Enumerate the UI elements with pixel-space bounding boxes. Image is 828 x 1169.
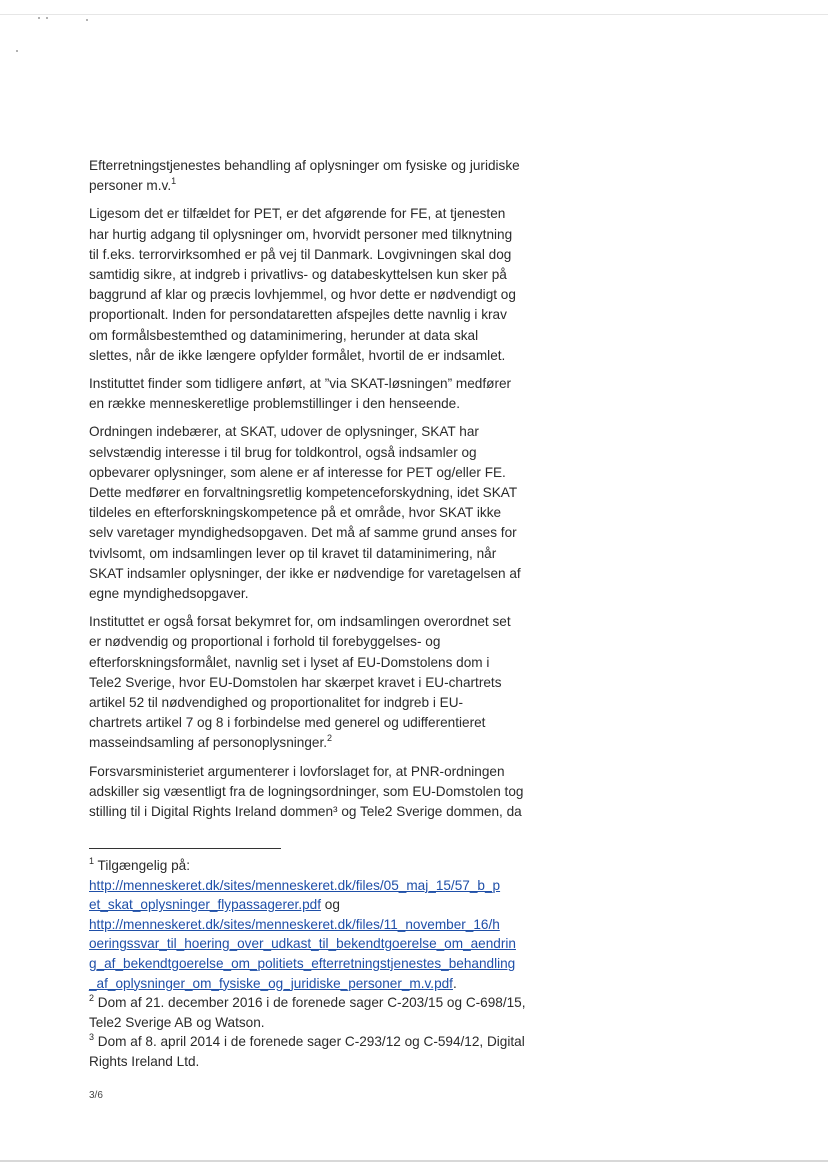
footnote-text: Dom af 21. december 2016 i de forenede sager C-203/15 og C-698/15, (97, 995, 526, 1011)
footnote-2 (89, 993, 563, 1032)
footnote-link-1[interactable]: et_skat_oplysninger_flypassagerer.pdf (89, 897, 321, 913)
scan-speck (16, 50, 18, 52)
text-line: chartrets artikel 7 og 8 i forbindelse med generel og udifferentieret (89, 715, 486, 731)
text-line: opbevarer oplysninger, som alene er af interesse for PET og/eller FE. (89, 464, 506, 480)
text-line (89, 733, 563, 753)
text-line: efterforskningsformålet, navnlig set i lyset af EU-Domstolens dom i (89, 654, 490, 670)
scan-bottom-edge (0, 1160, 828, 1162)
text-line: Forsvarsministeriet argumenterer i lovforslaget for, at PNR-ordningen (89, 763, 505, 779)
scan-speck (38, 17, 40, 19)
footnote-label: Tilgængelig på: (97, 858, 190, 873)
text-line: egne myndighedsopgaver. (89, 586, 249, 602)
scan-top-edge (0, 14, 828, 15)
text-line: baggrund af klar og præcis lovhjemmel, og hvor dette er nødvendigt og (89, 287, 516, 303)
text-line: har hurtig adgang til oplysninger om, hvorvidt personer med tilknytning (89, 226, 513, 242)
text-line: en række menneskeretlige problemstillinger i den henseende. (89, 396, 461, 412)
footnote-1 (89, 856, 563, 993)
footnote-connector: og (324, 897, 340, 913)
text-line: Instituttet finder som tidligere anført, at ”via SKAT-løsningen” medfører (89, 376, 512, 392)
page-number: 3/6 (89, 1090, 103, 1101)
text-line: tildeles en efterforskningskompetence på et område, hvor SKAT ikke (89, 505, 502, 521)
footnotes (89, 856, 563, 1072)
paragraph-arrangement (89, 422, 563, 604)
text-line: Ordningen indebærer, at SKAT, udover de oplysninger, SKAT har (89, 424, 479, 440)
text-line: tvivlsomt, om indsamlingen lever op til kravet til dataminimering, når (89, 545, 497, 561)
footnote-ref-1[interactable]: 1 (171, 176, 177, 187)
text-line: slettes, når de ikke længere opfylder formålet, hvortil de er indsamlet. (89, 347, 506, 363)
scan-speck (86, 19, 88, 21)
footnote-ref-2[interactable]: 2 (327, 733, 333, 744)
paragraph-defence-ministry (89, 762, 563, 823)
text-line: Rights Ireland Ltd. (89, 1053, 200, 1069)
text-line: til f.eks. terrorvirksomhed er på vej til Danmark. Lovgivningen skal dog (89, 246, 512, 262)
footnote-link-2[interactable]: g_af_bekendtgoerelse_om_politiets_efterretningstjenestes_behandling (89, 955, 516, 971)
paragraph-skat-solution (89, 374, 563, 414)
footnote-number: 1 (89, 856, 95, 866)
paragraph-proportionality (89, 612, 563, 753)
footnote-separator (89, 848, 281, 849)
text-line: Tele2 Sverige, hvor EU-Domstolen har skærpet kravet i EU-chartrets (89, 674, 502, 690)
text-line (89, 1032, 563, 1052)
footnote-link-1[interactable]: http://menneskeret.dk/sites/menneskeret.dk/files/05_maj_15/57_b_p (89, 877, 501, 893)
text-line (89, 176, 563, 196)
footnote-text: Dom af 8. april 2014 i de forenede sager C-293/12 og C-594/12, Digital (97, 1034, 525, 1050)
footnote-number: 3 (89, 1032, 95, 1043)
text-line: samtidig sikre, at indgreb i privatlivs- og databeskyttelsen kun sker på (89, 267, 507, 283)
text-line: proportionalt. Inden for persondataretten afspejles dette navnlig i krav (89, 307, 507, 323)
footnote-number: 2 (89, 993, 95, 1004)
text-line: Ligesom det er tilfældet for PET, er det afgørende for FE, at tjenesten (89, 206, 506, 222)
scan-speck (46, 17, 48, 19)
text-line: SKAT indsamler oplysninger, der ikke er nødvendige for varetagelsen af (89, 565, 521, 581)
text-line: Instituttet er også forsat bekymret for, om indsamlingen overordnet set (89, 614, 511, 630)
text-line: Efterretningstjenestes behandling af oplysninger om fysiske og juridiske (89, 158, 520, 173)
text-line (89, 993, 563, 1013)
text-line (89, 856, 563, 876)
text-line: selv varetager myndighedsopgaven. Det må af samme grund anses for (89, 525, 517, 541)
text-line: selvstændig interesse i til brug for toldkontrol, også indsamler og (89, 444, 477, 460)
footnote-trailing: . (452, 975, 457, 991)
text-line: stilling til i Digital Rights Ireland dommen³ og Tele2 Sverige dommen, da (89, 804, 522, 820)
text-line: er nødvendig og proportional i forhold til forebyggelses- og (89, 634, 441, 650)
document-body (89, 156, 563, 830)
text-line: Tele2 Sverige AB og Watson. (89, 1014, 265, 1030)
text-line: artikel 52 til nødvendighed og proportionalitet for indgreb i EU- (89, 695, 464, 711)
text-line: Dette medfører en forvaltningsretlig kompetenceforskydning, idet SKAT (89, 485, 518, 501)
text-line: adskiller sig væsentligt fra de logningsordninger, som EU-Domstolen tog (89, 783, 524, 799)
paragraph-heading (89, 156, 563, 196)
text-line (89, 974, 563, 994)
footnote-link-2[interactable]: http://menneskeret.dk/sites/menneskeret.dk/files/11_november_16/h (89, 916, 500, 932)
text-fragment: masseindsamling af personoplysninger. (89, 735, 328, 751)
footnote-3 (89, 1032, 563, 1071)
text-fragment: personer m.v. (89, 178, 172, 194)
footnote-link-2[interactable]: oeringssvar_til_hoering_over_udkast_til_bekendtgoerelse_om_aendrin (89, 936, 516, 952)
footnote-link-2[interactable]: _af_oplysninger_om_fysiske_og_juridiske_personer_m.v.pdf (89, 975, 453, 991)
paragraph-pet-fe (89, 204, 563, 366)
text-line (89, 895, 563, 915)
text-line: om formålsbestemthed og dataminimering, herunder at data skal (89, 327, 479, 343)
